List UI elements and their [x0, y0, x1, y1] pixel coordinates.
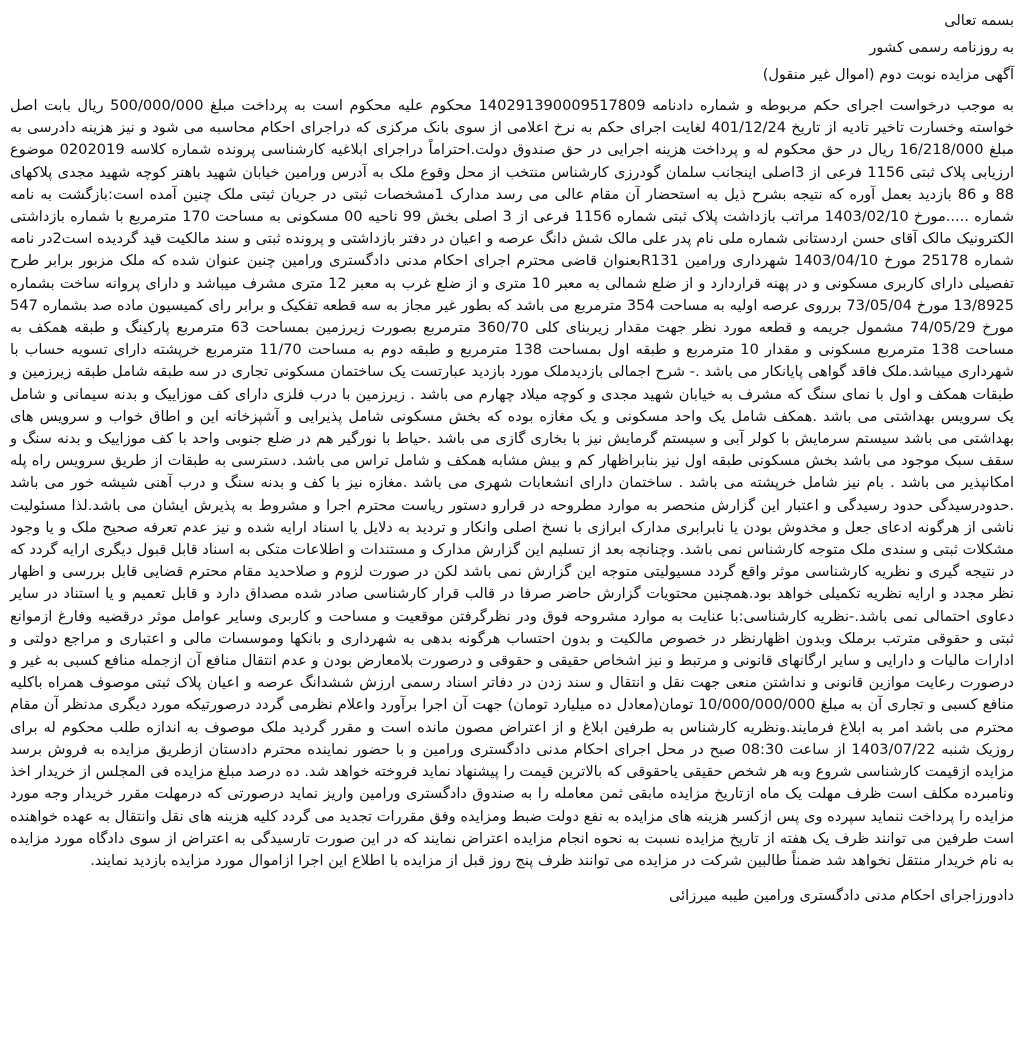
- notice-body: به موجب درخواست اجرای حکم مربوطه و شماره دادنامه 140291390009517809 محکوم علیه محکوم است به پرداخت مبلغ 500/000/000 ریال بابت اصل خواسته وخسارت تاخیر تادیه از تاریخ 401/12/24 لغایت اجرای حکم به نرخ اعلامی از سوی بانک مرکزی که دراجرای احکام محاسبه می شود و نیز هزینه دادرسی به مبلغ 16/218/000 ریال در حق محکوم له و پرداخت هزینه اجرایی در حق صندوق دولت.احتراماً دراجرای ابلاغیه کارشناسی پرونده شماره کلاسه 0202019 موضوع ارزیابی پلاک ثبتی 1156 فرعی از 3اصلی اینجانب سلمان گودرزی کارشناس منتخب از محل وقوع ملک به آدرس ورامین خیابان شهید باهنر کوچه شهید مجدی پلاکهای 88 و 86 بازدید بعمل آوره که نتیجه بشرح ذیل به استحضار آن مقام عالی می رسد مدارک 1مشخصات ثبتی در جریان ثبتی ملک چنین آمده است:بازگشت به نامه شماره .....مورخ 1403/02/10 مراتب بازداشت پلاک ثبتی شماره 1156 فرعی از 3 اصلی بخش 99 ناحیه 00 مسکونی به مساحت 170 مترمربع با شماره بازداشتی الکترونیک مالک آقای حسن اردستانی شماره ملی نام پدر علی مالک شش دانگ عرصه و اعیان در دفتر بازداشتی و پرونده ثبتی و سند مالکیت قید گردیده است2در نامه شماره 25178 مورخ 1403/04/10 شهرداری ورامین R131بعنوان قاضی محترم اجرای احکام مدنی دادگستری ورامین چنین عنوان شده که ملک مزبور برابر طرح تفصیلی دارای کاربری مسکونی و در پهنه قراردارد و از ضلع شمالی به معبر 10 متری و از ضلع غرب به معبر 12 متری مشرف میباشد و دارای پروانه ساخت بشماره 13/8925 مورخ 73/05/04 برروی عرصه اولیه به مساحت 354 مترمربع می باشد که بطور غیر مجاز به سه قطعه تفکیک و برابر رای کمیسیون ماده صد بشماره 547 مورخ 74/05/29 مشمول جریمه و قطعه مورد نظر جهت مقدار زیربنای کلی 360/70 مترمربع بصورت زیرزمین بمساحت 63 مترمربع پارکینگ و طبقه همکف به مساحت 138 مترمربع مسکونی و مقدار 10 مترمربع و طبقه اول بمساحت 138 مترمربع و طبقه دوم به مساحت 11/70 مترمربع خرپشته دارای تسویه حساب با شهرداری میباشد.ملک فاقد گواهی پایانکار می باشد .- شرح اجمالی بازدیدملک مورد بازدید عبارتست یک ساختمان مسکونی تجاری در سه طبقه شامل طبقه زیرزمین و طبقات همکف و اول با نمای سنگ که مشرف به خیابان شهید مجدی و کوچه میلاد چهارم می باشد . زیرزمین با درب فلزی دارای کف موزاییک و بدنه سیمانی و شامل یک سرویس بهداشتی می باشد .همکف شامل یک واحد مسکونی و یک مغازه بوده که بخش مسکونی شامل پذیرایی و آشپزخانه این و اطاق خواب و سرویس های بهداشتی می باشد سیستم سرمایش با کولر آبی و سیستم گرمایش نیز با بخاری گازی می باشد .حیاط با نورگیر هم در ضلع جنوبی واحد با کف موزاییک و بدنه سنگ و سقف سبک موجود می باشد بخش مسکونی طبقه اول نیز بنابراظهار کم و بیش مشابه همکف و شامل تراس می باشد. دسترسی به طبقات از طریق سرویس راه پله امکانپذیر می باشد . بام نیز شامل خرپشته می باشد . ساختمان دارای انشعابات شهری می باشد .مغازه نیز با کف و بدنه سنگ و درب آهنی شیشه خور می باشد .حدودرسیدگی حدود رسیدگی و اعتبار این گزارش منحصر به موارد مطروحه در قرارو دستور ریاست محترم اجرا و مشروط به پذیرش ایشان می باشد.لذا مسئولیت ناشی از هرگونه ادعای جعل و مخدوش بودن یا نابرابری مدارک ابرازی با نسخ اصلی وانکار و تردید به دلایل یا اسناد ارایه شده و نیز عدم تعرفه صحیح ملک و یا وجود مشکلات ثبتی و سندی ملک متوجه کارشناس نمی باشد. وچنانچه بعد از تسلیم این گزارش مدارک و مستندات و اطلاعات متکی به اسناد قابل قبول دیگری ارایه گردد که در نتیجه گیری و نظریه کارشناسی موثر واقع گردد مسیولیتی متوجه این گزارش نمی باشد لکن در صورت لزوم و صلاحدید مقام محترم قضایی قابل بررسی و اظهار نظر مجدد و ارایه نظریه تکمیلی خواهد بود.همچنین محتویات گزارش حاضر صرفا در قالب قرار کارشناسی صادر شده مصداق دارد و قابل تعمیم و یا استناد در سایر دعاوی احتمالی نمی باشد.-نظریه کارشناسی:با عنایت به موارد مشروحه فوق ودر نظرگرفتن موقعیت و مساحت و کاربری وسایر عوامل موثر درقضیه وفارغ ازموانع ثبتی و حقوقی مترتب برملک وبدون اظهارنظر در خصوص مالکیت و بدون احتساب هرگونه بدهی به شهرداری و بانکها وموسسات مالی و اعتباری و مراجع دولتی و ادارات مالیات و دارایی و سایر ارگانهای قانونی و مرتبط و نیز اشخاص حقیقی و حقوقی و درصورت بلامعارض بودن و عدم انتقال منافع آن ازجمله منافع کسبی به غیر و درصورت رعایت موازین قانونی و نداشتن منعی جهت نقل و انتقال و سند زدن در دفاتر اسناد رسمی ارزش ششدانگ عرصه و اعیان پلاک ثبتی موصوف همراه باکلیه منافع کسبی و تجاری آن به مبلغ 10/000/000/000 تومان(معادل ده میلیارد تومان) جهت آن اجرا برآورد واعلام نظرمی گردد درصورتیکه مورد دیگری مدنظر آن مقام محترم می باشد امر به ابلاغ فرمایند.ونظریه کارشناس به طرفین ابلاغ و از اعتراض مصون مانده است و مقرر گردید ملک موصوف به اندازه طلب محکوم له برای روزیک شنبه 1403/07/22 از ساعت 08:30 صبح در محل اجرای احکام مدنی دادگستری ورامین و با حضور نماینده محترم دادستان ازطریق مزایده به فروش برسد مزایده ازقیمت کارشناسی شروع وبه هر شخص حقیقی یاحقوقی که بالاترین قیمت را پیشنهاد نماید فروخته خواهد شد. ده درصد مبلغ مزایده فی المجلس از خریدار اخذ ونامبرده مکلف است ظرف مهلت یک ماه ازتاریخ مزایده مابقی ثمن معامله را به صندوق دادگستری ورامین واریز نماید درصورتی که درمهلت مقرر خریدار وجه مورد مزایده را پرداخت ننماید سپرده وی پس ازکسر هزینه های مزایده به نفع دولت ضبط ومزایده وفق مقررات تجدید می گردد کلیه هزینه های نقل وانتقال به عهده خواهنده است طرفین می توانند ظرف یک هفته از تاریخ مزایده نسبت به نحوه انجام مزایده اعتراض نمایند که در این صورت تارسیدگی به اعتراض از سوی دادگاه مورد مزایده به نام خریدار منتقل نخواهد شد ضمناً طالبین شرکت در مزایده می توانند ظرف پنج روز قبل از مزایده با اطلاع این اجرا ازاموال مورد مزایده بازدید نمایند.: [10, 97, 1015, 869]
- recipient-line: به روزنامه رسمی کشور: [869, 40, 1014, 56]
- notice-title: آگهی مزایده نوبت دوم (اموال غیر منقول): [762, 67, 1014, 83]
- opening-line: بسمه تعالی: [944, 13, 1014, 29]
- signature-line: دادورزاجرای احکام مدنی دادگستری ورامین طیبه میرزائی: [669, 888, 1014, 905]
